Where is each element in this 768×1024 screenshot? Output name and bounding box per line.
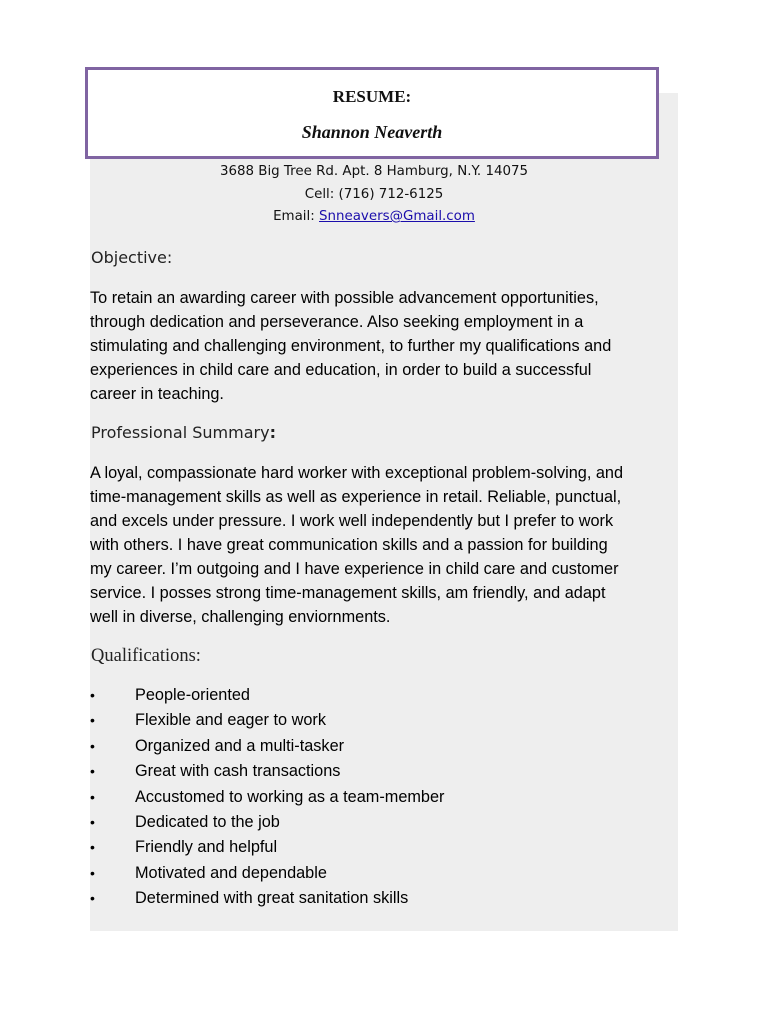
qualification-text: Accustomed to working as a team-member bbox=[135, 787, 445, 806]
bullet-icon: • bbox=[90, 839, 95, 856]
bullet-icon: • bbox=[90, 788, 95, 805]
list-item bbox=[90, 886, 670, 911]
list-item bbox=[90, 835, 670, 860]
qualifications-list bbox=[90, 683, 670, 912]
objective-heading-text: Objective bbox=[91, 248, 167, 267]
contact-address: 3688 Big Tree Rd. Apt. 8 Hamburg, N.Y. 14075 bbox=[219, 164, 529, 179]
summary-paragraph bbox=[90, 461, 690, 629]
objective-heading bbox=[91, 248, 172, 267]
list-item bbox=[90, 683, 670, 708]
qualifications-heading: Qualifications: bbox=[91, 646, 201, 666]
summary-line: with others. I have great communication skills and a passion for building bbox=[90, 536, 608, 554]
qualification-text: Dedicated to the job bbox=[135, 812, 280, 831]
summary-line: and excels under pressure. I work well independently but I prefer to work bbox=[90, 512, 614, 530]
summary-line: time-management skills as well as experience in retail. Reliable, punctual, bbox=[90, 488, 622, 506]
objective-line: experiences in child care and education, in order to build a successful bbox=[90, 361, 592, 379]
summary-heading-text: Professional Summary bbox=[91, 423, 270, 442]
bullet-icon: • bbox=[90, 813, 95, 830]
objective-paragraph bbox=[90, 286, 690, 406]
title-box bbox=[85, 67, 659, 159]
resume-title: RESUME: bbox=[332, 87, 412, 106]
objective-line: career in teaching. bbox=[90, 385, 224, 403]
summary-line: service. I posses strong time-management skills, am friendly, and adapt bbox=[90, 584, 606, 602]
list-item bbox=[90, 708, 670, 733]
bullet-icon: • bbox=[90, 864, 95, 881]
summary-heading bbox=[91, 423, 276, 442]
summary-line: well in diverse, challenging enviornments. bbox=[90, 608, 391, 626]
list-item bbox=[90, 734, 670, 759]
list-item bbox=[90, 861, 670, 886]
list-item bbox=[90, 759, 670, 784]
bullet-icon: • bbox=[90, 687, 95, 703]
qualification-text: Determined with great sanitation skills bbox=[135, 889, 409, 908]
qualification-text: Motivated and dependable bbox=[135, 863, 327, 882]
objective-line: To retain an awarding career with possible advancement opportunities, bbox=[90, 289, 599, 307]
bullet-icon: • bbox=[90, 737, 95, 754]
qualification-text: Friendly and helpful bbox=[135, 838, 278, 857]
summary-line: my career. I’m outgoing and I have experience in child care and customer bbox=[90, 560, 619, 578]
bullet-icon: • bbox=[90, 763, 95, 780]
bullet-icon: • bbox=[90, 712, 95, 729]
bullet-icon: • bbox=[90, 890, 95, 907]
objective-line: through dedication and perseverance. Also seeking employment in a bbox=[90, 313, 584, 331]
list-item bbox=[90, 810, 670, 835]
summary-line: A loyal, compassionate hard worker with exceptional problem-solving, and bbox=[90, 464, 624, 482]
qualification-text: Great with cash transactions bbox=[135, 762, 341, 781]
contact-email-line bbox=[90, 209, 658, 224]
contact-cell: Cell: (716) 712-6125 bbox=[304, 187, 444, 202]
objective-heading-colon: : bbox=[166, 248, 173, 267]
list-item bbox=[90, 785, 670, 810]
applicant-name: Shannon Neaverth bbox=[301, 122, 443, 142]
qualification-text: People-oriented bbox=[135, 686, 250, 704]
email-label: Email: bbox=[273, 209, 320, 224]
summary-heading-colon: : bbox=[269, 423, 276, 442]
objective-line: stimulating and challenging environment, to further my qualifications and bbox=[90, 337, 612, 355]
qualification-text: Flexible and eager to work bbox=[135, 711, 326, 730]
qualification-text: Organized and a multi-tasker bbox=[135, 736, 345, 755]
email-link[interactable]: Snneavers@Gmail.com bbox=[319, 209, 475, 224]
